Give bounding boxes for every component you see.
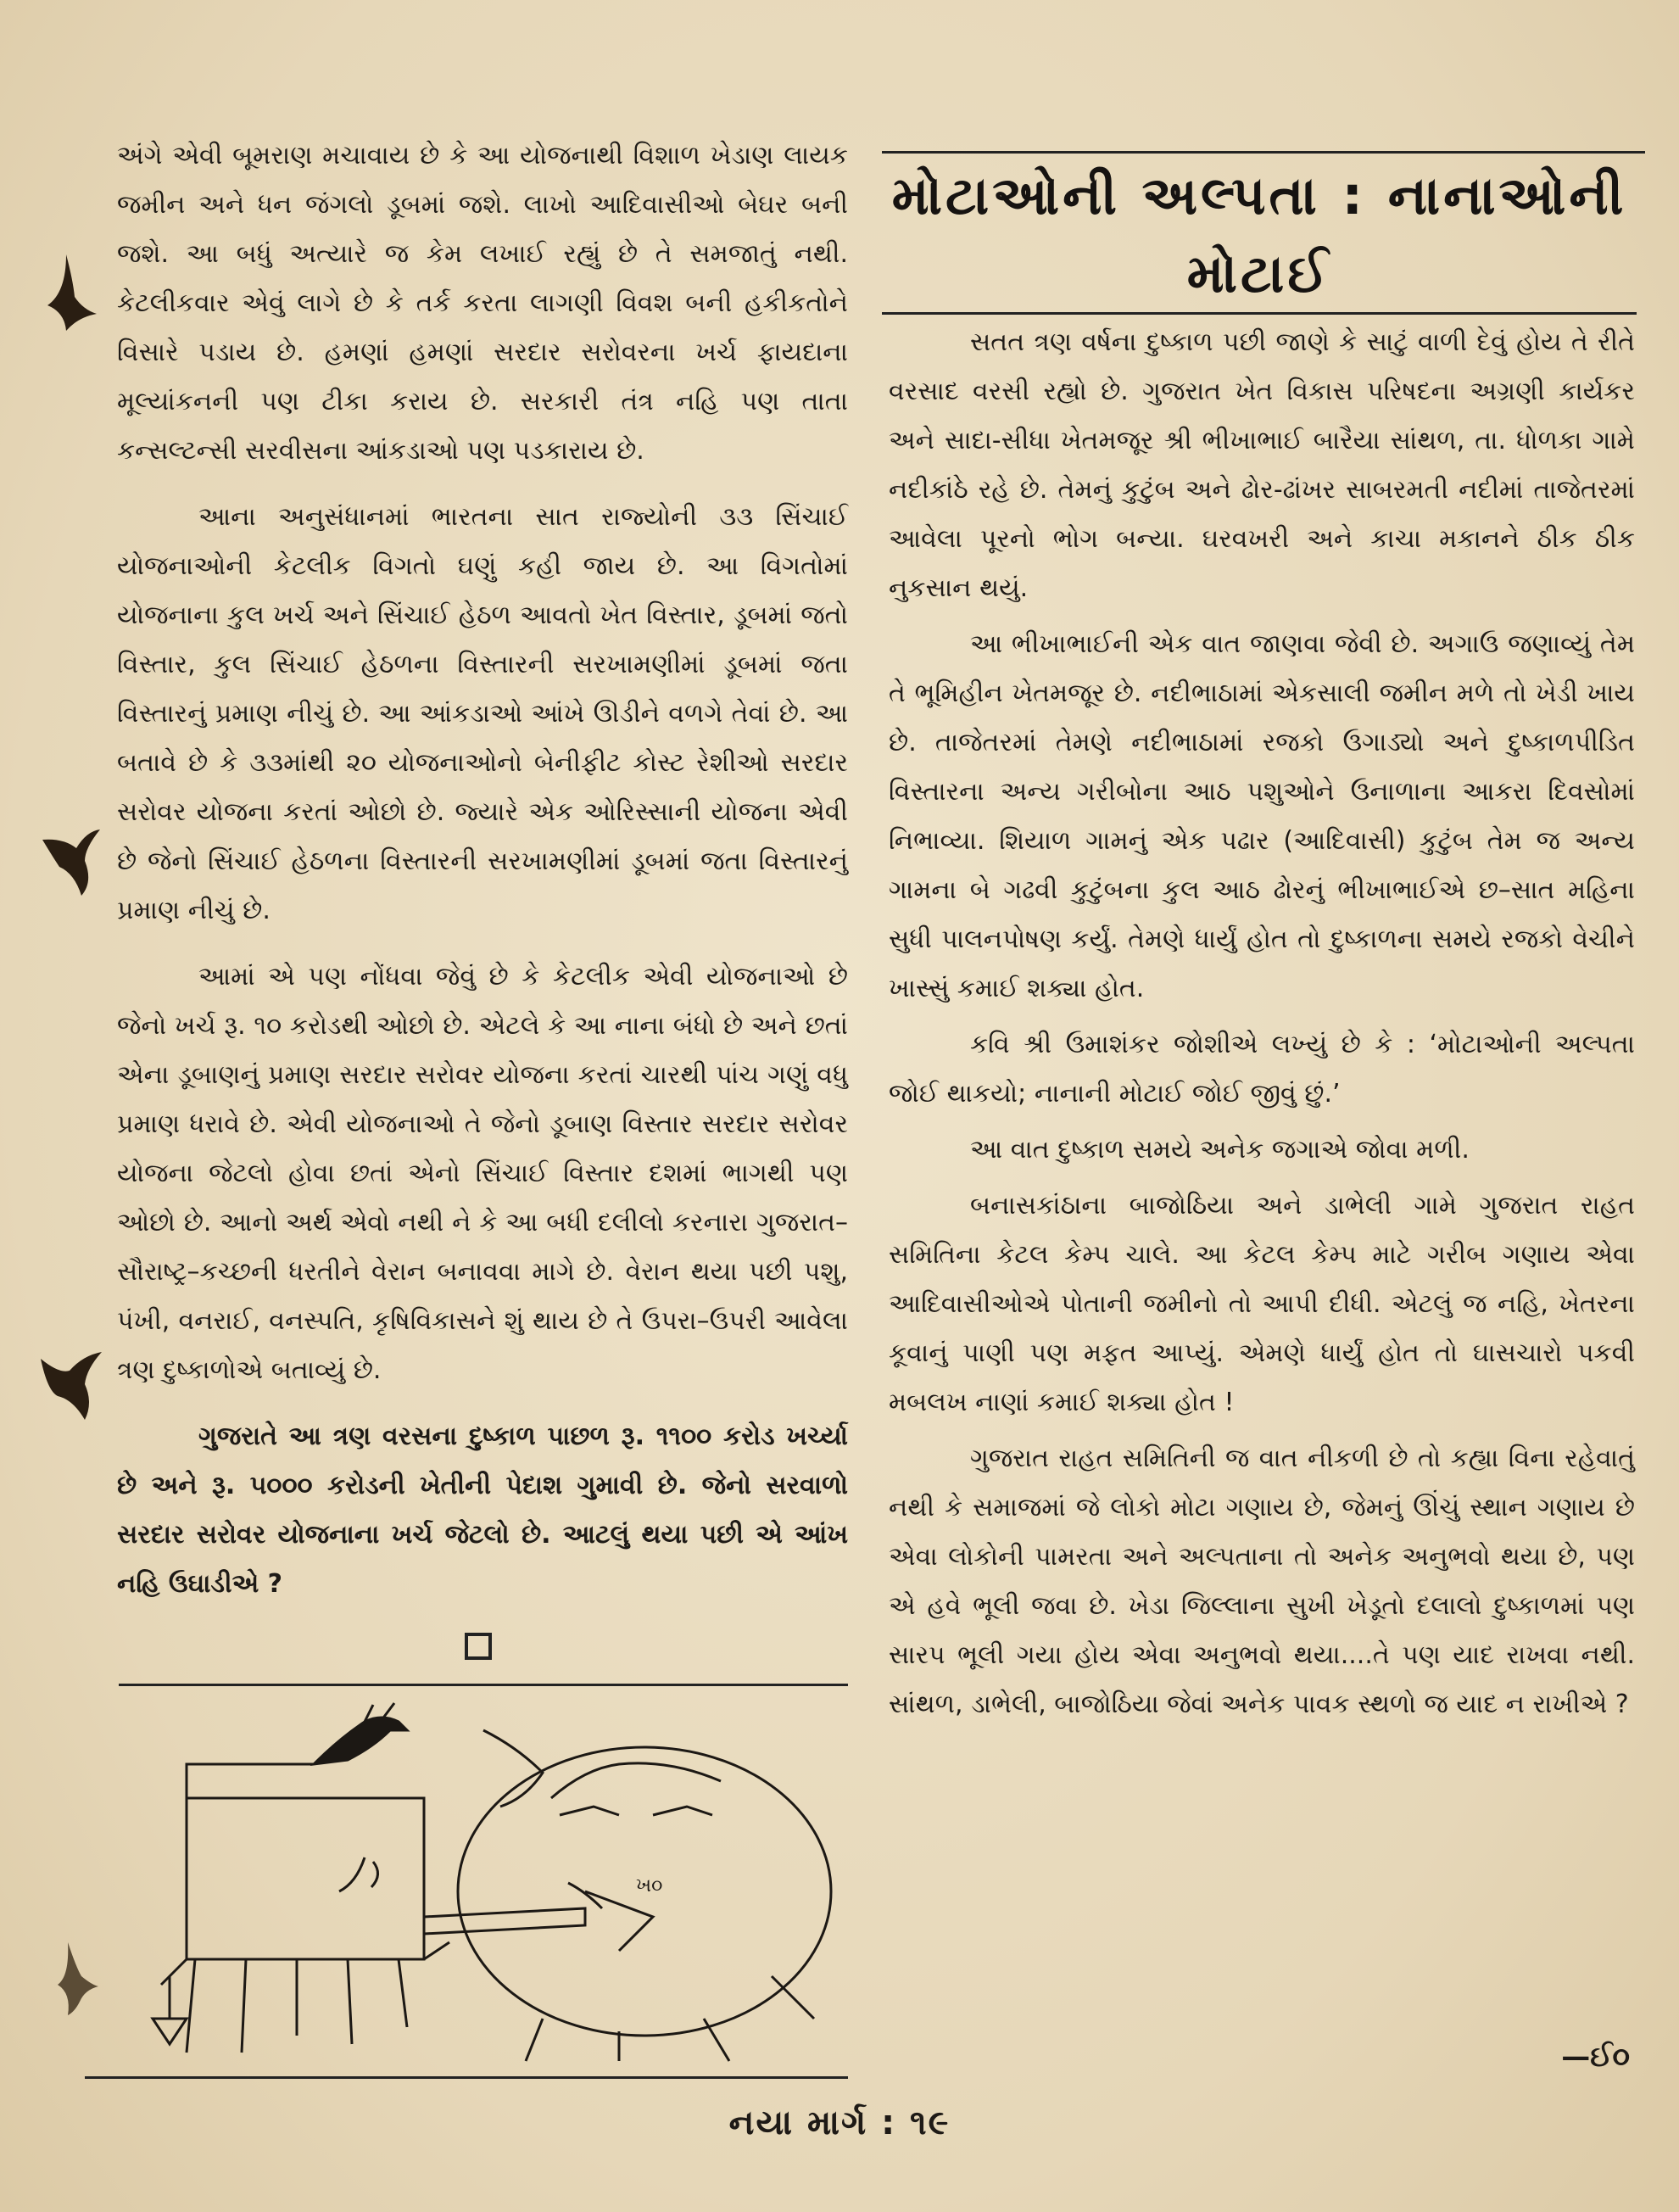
paragraph: સતત ત્રણ વર્ષના દુષ્કાળ પછી જાણે કે સાટું વાળી દેવું હોય તે રીતે વરસાદ વરસી રહ્યો છે. ગુજરાત ખેત વિકાસ પરિષદના અગ્રણી કાર્યકર અને સાદા-સીધા ખેતમજૂર શ્રી ભીખાભાઈ બારૈયા સાંથળ, તા. ધોળકા ગામે નદીકાંઠે રહે છે. તેમનું કુટુંબ અને ઢોર-ઢાંખર સાબરમતી નદીમાં તાજેતરમાં આવેલા પૂરનો ભોગ બન્યા. ઘરવખરી અને કાચા મકાનને ઠીક ઠીક નુકસાન થયું. [889,327,1635,603]
punch-hole-3 [34,1340,106,1425]
paragraph: અંગે એવી બૂમરાણ મચાવાય છે કે આ યોજનાથી વિશાળ ખેડાણ લાયક જમીન અને ધન જંગલો ડૂબમાં જશે. લાખો આદિવાસીઓ બેઘર બની જશે. આ બધું અત્યારે જ કેમ લખાઈ રહ્યું છે તે સમજાતું નથી. કેટલીકવાર એવું લાગે છે કે તર્ક કરતા લાગણી વિવશ બની હકીકતોને વિસારે પડાય છે. હમણાં હમણાં સરદાર સરોવરના ખર્ચ ફાયદાના મૂલ્યાંકનની પણ ટીકા કરાય છે. સરકારી તંત્ર નહિ પણ તાતા કન્સલ્ટન્સી સરવીસના આંકડાઓ પણ પડકારાય છે. [117,141,848,466]
punch-hole-4 [51,1934,102,2019]
cartoon-bottom-rule [85,2076,848,2079]
cartoon-caption: ખ૦ [636,1875,663,1896]
left-column [117,131,848,1626]
punch-hole-2 [34,814,102,899]
paragraph: આના અનુસંધાનમાં ભારતના સાત રાજ્યોની ૩૩ સિંચાઈ યોજનાઓની કેટલીક વિગતો ઘણું કહી જાય છે. આ વિગતોમાં યોજનાના કુલ ખર્ચ અને સિંચાઈ હેઠળ આવતો ખેત વિસ્તાર, ડૂબમાં જતો વિસ્તાર, કુલ સિંચાઈ હેઠળના વિસ્તારની સરખામણીમાં ડૂબમાં જતા વિસ્તારનું પ્રમાણ નીચું છે. આ આંકડાઓ આંખે ઊડીને વળગે તેવાં છે. આ બતાવે છે કે ૩૩માંથી ૨૦ યોજનાઓનો બેનીફીટ કોસ્ટ રેશીઓ સરદાર સરોવર યોજના કરતાં ઓછો છે. જ્યારે એક ઓરિસ્સાની યોજના એવી છે જેનો સિંચાઈ હેઠળના વિસ્તારની સરખામણીમાં ડૂબમાં જતા વિસ્તારનું પ્રમાણ નીચું છે. [117,502,848,925]
cartoon-top-rule [119,1684,848,1686]
paragraph: આ વાત દુષ્કાળ સમયે અનેક જગાએ જોવા મળી. [970,1135,1470,1165]
paragraph: ગુજરાત રાહત સમિતિની જ વાત નીકળી છે તો કહ્યા વિના રહેવાતું નથી કે સમાજમાં જે લોકો મોટા ગણાય છે, જેમનું ઊંચું સ્થાન ગણાય છે એવા લોકોની પામરતા અને અલ્પતાના તો અનેક અનુભવો થયા છે, પણ એ હવે ભૂલી જવા છે. ખેડા જિલ્લાના સુખી ખેડૂતો દલાલો દુષ્કાળમાં પણ સારપ ભૂલી ગયા હોય એવા અનુભવો થયા....તે પણ યાદ રાખવા નથી. સાંથળ, ડાભેલી, બાજોઠિયા જેવાં અનેક પાવક સ્થળો જ યાદ ન રાખીએ ? [889,1444,1635,1719]
paragraph: બનાસકાંઠાના બાજોઠિયા અને ડાભેલી ગામે ગુજરાત રાહત સમિતિના કેટલ કેમ્પ ચાલે. આ કેટલ કેમ્પ માટે ગરીબ ગણાય એવા આદિવાસીઓએ પોતાની જમીનો તો આપી દીધી. એટલું જ નહિ, ખેતરના કૂવાનું પાણી પણ મફત આપ્યું. એમણે ધાર્યું હોત તો ઘાસચારો પકવી મબલખ નાણાં કમાઈ શક્યા હોત ! [889,1191,1635,1417]
author-signoff: —ઈ૦ [1561,2040,1630,2074]
cartoon-illustration [144,1696,840,2070]
punch-hole-1 [41,246,100,339]
right-column [889,318,1635,1736]
paragraph: આમાં એ પણ નોંધવા જેવું છે કે કેટલીક એવી યોજનાઓ છે જેનો ખર્ચ રૂ. ૧૦ કરોડથી ઓછો છે. એટલે કે આ નાના બંધો છે અને છતાં એના ડૂબાણનું પ્રમાણ સરદાર સરોવર યોજના કરતાં ચારથી પાંચ ગણું વધુ પ્રમાણ ધરાવે છે. એવી યોજનાઓ તે જેનો ડૂબાણ વિસ્તાર સરદાર સરોવર યોજના જેટલો હોવા છતાં એનો સિંચાઈ વિસ્તાર દશમાં ભાગથી પણ ઓછો છે. આનો અર્થ એવો નથી ને કે આ બધી દલીલો કરનારા ગુજરાત–સૌરાષ્ટ્ર–કચ્છની ધરતીને વેરાન બનાવવા માગે છે. વેરાન થયા પછી પશુ, પંખી, વનરાઈ, વનસ્પતિ, કૃષિવિકાસને શું થાય છે તે ઉપરા–ઉપરી આવેલા ત્રણ દુષ્કાળોએ બતાવ્યું છે. [117,962,848,1385]
paragraph: કવિ શ્રી ઉમાશંકર જોશીએ લખ્યું છે કે : ‘મોટાઓની અલ્પતા જોઈ થાકયો; નાનાની મોટાઈ જોઈ જીવું છું.’ [889,1030,1635,1109]
title-bottom-rule [882,312,1637,315]
title-top-rule [882,151,1645,154]
end-of-article-box [465,1633,492,1660]
paragraph: ગુજરાતે આ ત્રણ વરસના દુષ્કાળ પાછળ રૂ. ૧૧૦૦ કરોડ ખર્ચ્યા છે અને રૂ. ૫૦૦૦ કરોડની ખેતીની પેદાશ ગુમાવી છે. જેનો સરવાળો સરદાર સરોવર યોજનાના ખર્ચ જેટલો છે. આટલું થયા પછી એ આંખ નહિ ઉઘાડીએ ? [117,1422,848,1599]
page-footer: નયા માર્ગ : ૧૯ [728,2103,951,2142]
article-title: મોટાઓની અલ્પતા : નાનાઓની મોટાઈ [891,165,1627,304]
paragraph: આ ભીખાભાઈની એક વાત જાણવા જેવી છે. અગાઉ જણાવ્યું તેમ તે ભૂમિહીન ખેતમજૂર છે. નદીભાઠામાં એકસાલી જમીન મળે તો ખેડી ખાય છે. તાજેતરમાં તેમણે નદીભાઠામાં રજકો ઉગાડ્યો અને દુષ્કાળપીડિત વિસ્તારના અન્ય ગરીબોના આઠ પશુઓને ઉનાળાના આકરા દિવસોમાં નિભાવ્યા. શિયાળ ગામનું એક પઢાર (આદિવાસી) કુટુંબ તેમ જ અન્ય ગામના બે ગઢવી કુટુંબના કુલ આઠ ઢોરનું ભીખાભાઈએ છ–સાત મહિના સુધી પાલનપોષણ કર્યું. તેમણે ધાર્યું હોત તો દુષ્કાળના સમયે રજકો વેચીને ખાસ્સું કમાઈ શક્યા હોત. [889,629,1635,1003]
